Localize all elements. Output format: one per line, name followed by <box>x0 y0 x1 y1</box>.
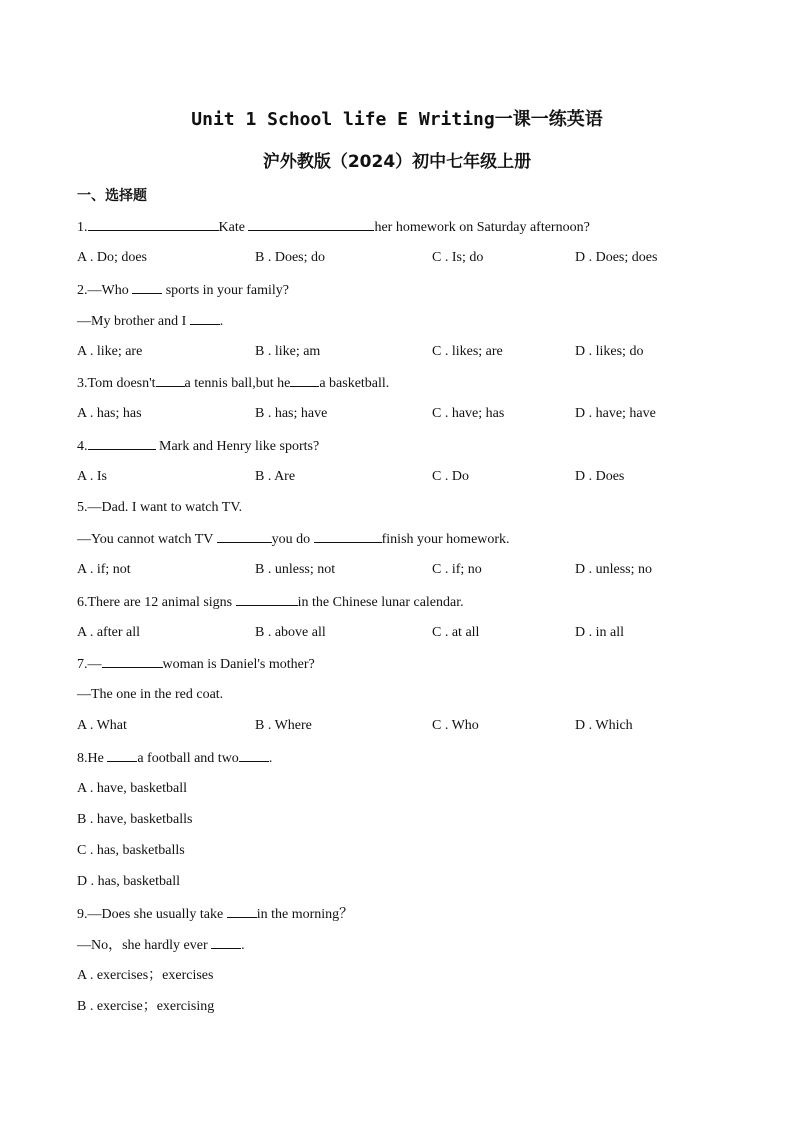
option-a[interactable]: A . What <box>77 718 127 733</box>
question-3-stem <box>77 374 389 393</box>
answer-blank <box>156 374 185 387</box>
question-text: . <box>268 751 273 766</box>
option-a[interactable]: A . has; has <box>77 406 142 421</box>
question-9-stem <box>77 905 353 924</box>
question-text: Kate <box>218 220 249 235</box>
question-text: a football and two <box>137 751 239 766</box>
question-text: . <box>241 938 245 953</box>
question-text: 9.—Does she usually take <box>77 907 227 922</box>
question-text: Mark and Henry like sports? <box>155 439 320 454</box>
question-text: a basketball. <box>319 376 390 391</box>
answer-blank <box>132 281 162 294</box>
question-2-reply <box>77 312 223 331</box>
option-b[interactable]: B . Does; do <box>255 250 325 265</box>
option-b[interactable]: B . exercise；exercising <box>77 999 215 1014</box>
question-9-reply <box>77 936 245 955</box>
question-8-stem <box>77 749 272 768</box>
option-b[interactable]: B . like; am <box>255 344 321 359</box>
option-c[interactable]: C . likes; are <box>432 344 503 359</box>
question-text: woman is Daniel's mother? <box>162 657 315 672</box>
answer-blank <box>236 593 298 606</box>
question-5-stem: 5.—Dad. I want to watch TV. <box>77 500 243 515</box>
option-b[interactable]: B . has; have <box>255 406 328 421</box>
answer-blank <box>217 530 272 543</box>
question-text: —My brother and I <box>77 314 190 329</box>
answer-blank <box>88 437 156 450</box>
question-text: 7.— <box>77 657 102 672</box>
answer-blank <box>102 655 163 668</box>
question-text: in the morning？ <box>256 907 354 922</box>
option-a[interactable]: A . exercises；exercises <box>77 968 214 983</box>
answer-blank <box>227 905 257 918</box>
option-b[interactable]: B . Are <box>255 469 296 484</box>
option-d[interactable]: D . Which <box>575 718 633 733</box>
question-number: 1. <box>77 220 88 235</box>
question-text: 3.Tom doesn't <box>77 376 156 391</box>
option-c[interactable]: C . if; no <box>432 562 482 577</box>
answer-blank <box>248 218 374 231</box>
answer-blank <box>190 312 220 325</box>
question-text: —You cannot watch TV <box>77 532 217 547</box>
answer-blank <box>239 749 269 762</box>
question-4-stem <box>77 437 319 456</box>
option-d[interactable]: D . likes; do <box>575 344 644 359</box>
question-text: finish your homework. <box>381 532 510 547</box>
question-1-stem <box>77 218 590 237</box>
option-a[interactable]: A . Do; does <box>77 250 147 265</box>
option-d[interactable]: D . have; have <box>575 406 656 421</box>
question-7-reply: —The one in the red coat. <box>77 687 224 702</box>
option-b[interactable]: B . unless; not <box>255 562 336 577</box>
option-a[interactable]: A . have, basketball <box>77 781 188 796</box>
option-b[interactable]: B . Where <box>255 718 312 733</box>
option-a[interactable]: A . Is <box>77 469 107 484</box>
option-a[interactable]: A . after all <box>77 625 140 640</box>
answer-blank <box>88 218 219 231</box>
option-c[interactable]: C . have; has <box>432 406 505 421</box>
question-text: 2.—Who <box>77 283 133 298</box>
question-text: —No，she hardly ever <box>77 938 212 953</box>
question-text: her homework on Saturday afternoon? <box>374 220 590 235</box>
question-text: you do <box>271 532 314 547</box>
question-text: in the Chinese lunar calendar. <box>297 595 464 610</box>
option-d[interactable]: D . Does <box>575 469 625 484</box>
section-heading: 一、选择题 <box>77 188 147 204</box>
answer-blank <box>211 936 241 949</box>
option-a[interactable]: A . if; not <box>77 562 131 577</box>
question-text: 6.There are 12 animal signs <box>77 595 236 610</box>
question-5-reply <box>77 530 510 549</box>
option-d[interactable]: D . unless; no <box>575 562 652 577</box>
answer-blank <box>314 530 382 543</box>
option-a[interactable]: A . like; are <box>77 344 143 359</box>
option-b[interactable]: B . above all <box>255 625 326 640</box>
question-7-stem <box>77 655 315 674</box>
option-d[interactable]: D . in all <box>575 625 624 640</box>
worksheet-subtitle: 沪外教版（2024）初中七年级上册 <box>262 152 532 172</box>
option-c[interactable]: C . at all <box>432 625 480 640</box>
question-6-stem <box>77 593 464 612</box>
option-b[interactable]: B . have, basketballs <box>77 812 193 827</box>
option-c[interactable]: C . Who <box>432 718 479 733</box>
answer-blank <box>107 749 137 762</box>
option-d[interactable]: D . has, basketball <box>77 874 181 889</box>
question-text: a tennis ball,but he <box>184 376 291 391</box>
option-c[interactable]: C . Do <box>432 469 469 484</box>
option-c[interactable]: C . Is; do <box>432 250 484 265</box>
worksheet-title: Unit 1 School life E Writing一课一练英语 <box>191 109 603 130</box>
question-number: 4. <box>77 439 88 454</box>
question-2-stem <box>77 281 289 300</box>
answer-blank <box>290 374 319 387</box>
option-d[interactable]: D . Does; does <box>575 250 658 265</box>
question-text: sports in your family? <box>162 283 289 298</box>
question-text: . <box>219 314 224 329</box>
option-c[interactable]: C . has, basketballs <box>77 843 185 858</box>
question-text: 8.He <box>77 751 108 766</box>
